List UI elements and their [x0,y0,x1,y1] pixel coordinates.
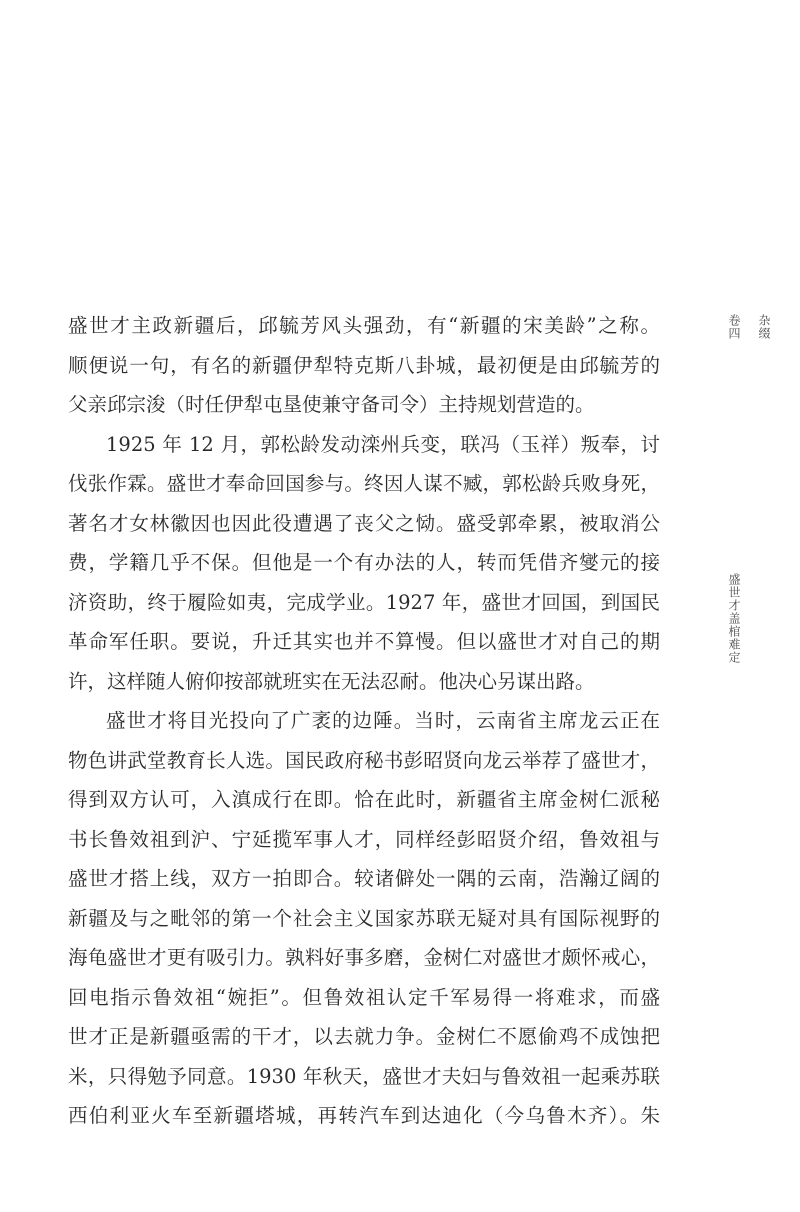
text-line: 世才正是新疆亟需的干才，以去就力争。金树仁不愿偷鸡不成蚀把 [68,1025,660,1048]
text-line: 米，只得勉予同意。1930 年秋天，盛世才夫妇与鲁效祖一起乘苏联 [68,1064,660,1088]
text-line: 父亲邱宗浚（时任伊犁屯垦使兼守备司令）主持规划营造的。 [68,393,595,416]
text-line: 费，学籍几乎不保。但他是一个有办法的人，转而凭借齐燮元的接 [68,551,660,574]
text-line: 西伯利亚火车至新疆塔城，再转汽车到达迪化（今乌鲁木齐）。朱 [68,1104,660,1127]
text-line: 回电指示鲁效祖“婉拒”。但鲁效祖认定千军易得一将难求，而盛 [68,985,660,1009]
text-line: 伐张作霖。盛世才奉命回国参与。终因人谋不臧，郭松龄兵败身死， [68,472,660,495]
text-line: 顺便说一句，有名的新疆伊犁特克斯八卦城，最初便是由邱毓芳的 [68,353,660,377]
text-line: 盛世才搭上线，双方一拍即合。较诸僻处一隅的云南，浩瀚辽阔的 [68,867,660,890]
text-line: 革命军任职。要说，升迁其实也并不算慢。但以盛世才对自己的期 [68,630,660,653]
running-head-chapter: 盛世才盖棺难定 [727,573,741,664]
text-line: 新疆及与之毗邻的第一个社会主义国家苏联无疑对具有国际视野的 [68,906,660,930]
text-line: 物色讲武堂教育长人选。国民政府秘书彭昭贤向龙云举荐了盛世才， [68,748,660,772]
running-head-section: 杂缀 [757,314,771,340]
text-line: 1925 年 12 月，郭松龄发动滦州兵变，联冯（玉祥）叛奉，讨 [106,432,660,456]
running-head-volume: 卷四 [727,314,741,340]
text-line: 济资助，终于履险如夷，完成学业。1927 年，盛世才回国，到国民 [68,590,660,614]
text-line: 盛世才将目光投向了广袤的边陲。当时，云南省主席龙云正在 [106,709,660,732]
text-line: 海龟盛世才更有吸引力。孰料好事多磨，金树仁对盛世才颇怀戒心， [68,946,660,969]
text-line: 得到双方认可，入滇成行在即。恰在此时，新疆省主席金树仁派秘 [68,788,660,811]
text-line: 盛世才主政新疆后，邱毓芳风头强劲，有“新疆的宋美龄”之称。 [68,314,660,337]
text-line: 著名才女林徽因也因此役遭遇了丧父之恸。盛受郭牵累，被取消公 [68,511,660,535]
body-text [68,306,660,1136]
text-line: 许，这样随人俯仰按部就班实在无法忍耐。他决心另谋出路。 [68,669,595,693]
text-line: 书长鲁效祖到沪、宁延揽军事人才，同样经彭昭贤介绍，鲁效祖与 [68,827,660,851]
